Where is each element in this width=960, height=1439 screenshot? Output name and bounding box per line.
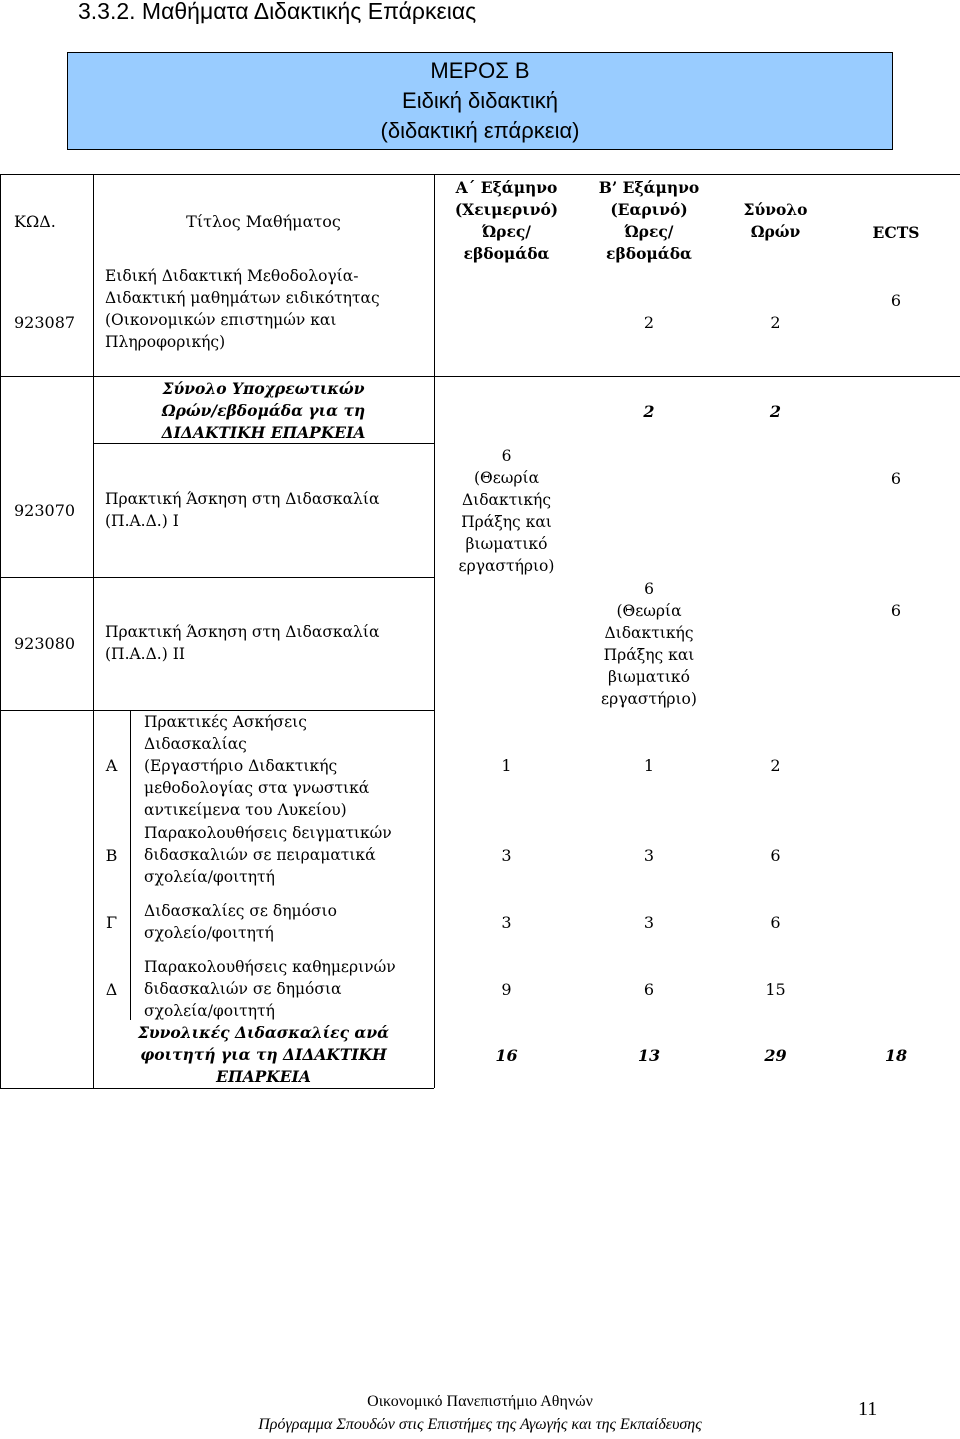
course-923080-semester-b: 6 (Θεωρία Διδακτικής Πράξης και βιωματικό εργαστήριο) [601,580,697,708]
totals-semester-b: 13 [637,1046,661,1065]
sub-row-semester-b: 3 [643,846,655,865]
sub-row-text: Παρακολουθήσεις καθημερινών διδασκαλιών σε δημόσια σχολεία/φοιτητή [144,958,396,1020]
sub-row-semester-a: 3 [501,846,512,865]
footer-programme: Πρόγραμμα Σπουδών στις Επιστήμες της Αγωγής και της Εκπαίδευσης [258,1416,702,1433]
banner-line-3: (διδακτική επάρκεια) [380,118,580,143]
sub-row-semester-b: 6 [643,980,655,999]
sub-row-letter: Δ [105,980,118,999]
course-923070-semester-a: 6 (Θεωρία Διδακτικής Πράξης και βιωματικό εργαστήριο) [458,447,555,575]
sub-row-text: Πρακτικές Ασκήσεις Διδασκαλίας (Εργαστήριο Διδακτικής μεθοδολογίας στα γνωστικά αντικείμενα του Λυκείου) [144,713,370,819]
mandatory-hours-label: Σύνολο Υποχρεωτικών Ωρών/εβδομάδα για τη ΔΙΔΑΚΤΙΚΗ ΕΠΑΡΚΕΙΑ [161,379,366,442]
totals-ects: 18 [884,1046,908,1065]
course-923087-total: 2 [770,313,781,332]
course-923080-ects: 6 [890,601,902,620]
section-heading: 3.3.2. Μαθήματα Διδακτικής Επάρκειας [78,0,477,24]
banner-line-1: ΜΕΡΟΣ Β [430,58,530,83]
sub-row-total: 6 [770,846,781,865]
teaching-totals-label: Συνολικές Διδασκαλίες ανά φοιτητή για τη ΔΙΔΑΚΤΙΚΗ ΕΠΑΡΚΕΙΑ [137,1023,390,1086]
sub-row-text: Παρακολουθήσεις δειγματικών διδασκαλιών σε πειραματικά σχολεία/φοιτητή [144,824,392,886]
footer-university: Οικονομικό Πανεπιστήμιο Αθηνών [367,1393,593,1410]
course-923087-code: 923087 [14,313,76,332]
header-total-hours: Σύνολο Ωρών [743,200,808,241]
sub-row-total: 2 [770,756,781,775]
course-923070-code: 923070 [14,501,76,520]
sub-row-semester-a: 3 [501,913,512,932]
totals-total: 29 [764,1046,787,1065]
sub-row-total: 6 [770,913,781,932]
page-number: 11 [858,1398,878,1420]
course-923070-title: Πρακτική Άσκηση στη Διδασκαλία (Π.Α.Δ.) Ι [105,490,380,530]
course-923087-title: Ειδική Διδακτική Μεθοδολογία- Διδακτική μαθημάτων ειδικότητας (Οικονομικών επιστημών και Πληροφορικής) [105,267,380,351]
course-923087-semester-b: 2 [643,313,655,332]
header-code: ΚΩΔ. [14,212,56,231]
mandatory-total: 2 [769,402,782,421]
course-923080-title: Πρακτική Άσκηση στη Διδασκαλία (Π.Α.Δ.) ΙΙ [105,623,380,663]
mandatory-semester-b: 2 [643,402,655,421]
totals-semester-a: 16 [495,1046,518,1065]
header-semester-b: Β’ Εξάμηνο (Εαρινό) Ώρες/ εβδομάδα [598,178,700,263]
sub-row-letter: Γ [105,913,118,932]
sub-row-letter: Α [105,756,118,775]
course-923080-code: 923080 [14,634,76,653]
sub-row-semester-b: 3 [643,913,655,932]
sub-row-semester-a: 1 [501,756,512,775]
sub-row-letter: Β [105,846,118,865]
header-title: Τίτλος Μαθήματος [186,212,341,231]
course-923087-ects: 6 [890,291,902,310]
header-ects: ECTS [872,223,920,242]
sub-row-semester-a: 9 [501,980,512,999]
banner-line-2: Ειδική διδακτική [402,88,558,113]
sub-row-text: Διδασκαλίες σε δημόσιο σχολείο/φοιτητή [144,902,337,942]
course-923070-ects: 6 [890,469,902,488]
part-b-banner [67,52,893,150]
sub-row-total: 15 [765,980,786,999]
header-semester-a: Α΄ Εξάμηνο (Χειμερινό) Ώρες/ εβδομάδα [454,178,559,263]
sub-row-semester-b: 1 [643,756,655,775]
